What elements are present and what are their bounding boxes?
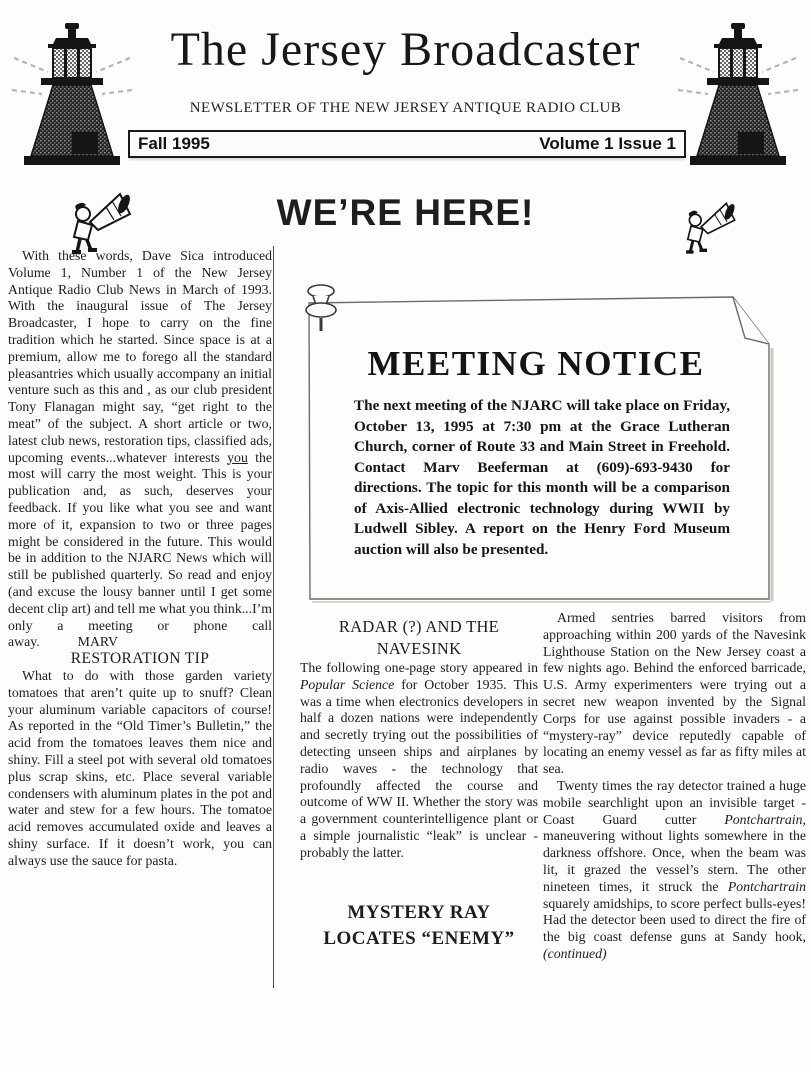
mystery-ray-subhead [300,900,538,952]
meeting-notice-body: The next meeting of the NJARC will take place on Friday, October 13, 1995 at 7:30 pm at the Grace Lutheran Church, corner of Route 33 and Main Street in Freehold. Contact Marv Beeferman at (609)-693-9430 for directions. The topic for this month will be a comparison of Axis-Allied electronic technology during WWII by Ludwell Sibley. A report on the Henry Ford Museum auction will also be presented. [354,397,730,558]
intro-text-a: With these words, Dave Sica introduced Volume 1, Number 1 of the New Jersey Antique Radio Club News in March of 1993. With the inaugural issue of The Jersey Broadcaster, I hope to carry on the fine tradition which he started. Since space is at a premium, allow me to forego all the standard pleasantries which usually accompany an initial venture such as this and , as our club president Tony Flanagan might say, “get right to the meat” of the subject. A short article or two, latest club news, restoration tips, classified ads, upcoming events...whatever interests [8,248,272,465]
radar-heading-line2: NAVESINK [376,639,462,658]
radar-text-b: for October 1935. This was a time when electronics developers in half a dozen nations were independently and secretly trying out the possibilities of detecting unseen ships and airplanes by radio waves - the technology that profoundly affected the course and outcome of WW II. Whether the story was a government counterintelligence plant or a simple journalistic “leak” is unclear - probably the latter. [300,676,538,860]
column-divider [273,246,274,988]
issue-volume: Volume 1 Issue 1 [539,134,676,153]
ship-name: Pontchartrain, [724,811,806,827]
story-text-a: Twenty times the ray detector trained a huge mobile searchlight upon an invisible target - Coast Guard cutter [543,777,806,827]
issue-date: Fall 1995 [138,134,210,153]
radar-text-a: The following one-page story appeared in [300,660,538,675]
intro-underlined-you: you [227,449,248,465]
radar-heading-line1: RADAR (?) AND THE [338,617,500,636]
megaphone-crier-icon [676,194,738,258]
intro-paragraph [8,248,272,651]
story-paragraph-1: Armed sentries barred visitors from approaching within 200 yards of the Navesink Lighthouse Station on the New Jersey coast a few nights ago. Behind the enforced barricade, U.S. Army experimenters were trying out a secret new weapon invented by the Signal Corps for use against possible invaders - a “mystery-ray” device reputedly capable of locating an enemy vessel as far as fifty miles at sea. [543,610,806,777]
radar-column [300,616,538,952]
newsletter-title: The Jersey Broadcaster [170,23,641,76]
mystery-subhead-line2: LOCATES “ENEMY” [323,927,515,949]
intro-signoff: MARV [77,634,118,650]
newsletter-subtitle: NEWSLETTER OF THE NEW JERSEY ANTIQUE RADIO CLUB [189,100,622,116]
restoration-tip-body: What to do with those garden variety tomatoes that aren’t quite up to snuff? Clean your aluminum variable capacitors of course! As reported in the “Old Timer’s Bulletin,” the acid from the tomatoes leaves them nice and shiny. Fill a steel pot with several old tomatoes plus scrap skins, etc. Place several variable condensers with aluminum plates in the pot and water and stew for a few hours. The tomatoe acid removes accumulated oxide and leaves a shiny surface. If it doesn’t work, you can always use the sauce for pasta. [8,667,272,868]
continued-marker: (continued) [543,945,607,961]
story-text-b: maneuvering without lights somewhere in the darkness offshore. Once, when the beam was lit, it grazed the vessel’s stern. The other nineteen times, it struck the [543,828,806,894]
pushpin-icon [300,282,342,336]
story-column [543,610,806,963]
magazine-title: Popular Science [300,676,395,692]
meeting-notice [296,282,788,618]
story-paragraph-2 [543,778,806,963]
mystery-subhead-line1: MYSTERY RAY [347,901,491,923]
story-text-c: squarely amidships, to score perfect bulls-eyes! Had the detector been used to direct the fire of the big coast defense guns at Sandy hook, [543,895,806,945]
radar-article-heading [300,616,538,660]
restoration-tip-heading: RESTORATION TIP [70,650,210,668]
intro-column [8,248,272,869]
issue-bar [128,130,686,158]
meeting-notice-heading: MEETING NOTICE [367,344,705,383]
radar-article-paragraph [300,660,538,862]
ship-name: Pontchartrain [727,878,806,894]
headline: WE’RE HERE! [276,192,535,233]
intro-text-b: the most will carry the most weight. This is your publication and, as such, deserves your feedback. If you like what you see and want more of it, expansion to two or three pages might be considered in the future. This would be in addition to the NJARC News which will still be published quarterly. So read and enjoy (and excuse the lousy banner until I get some decent clip art) and tell me what you think...I’m only a meeting or phone call away. [8,449,272,650]
